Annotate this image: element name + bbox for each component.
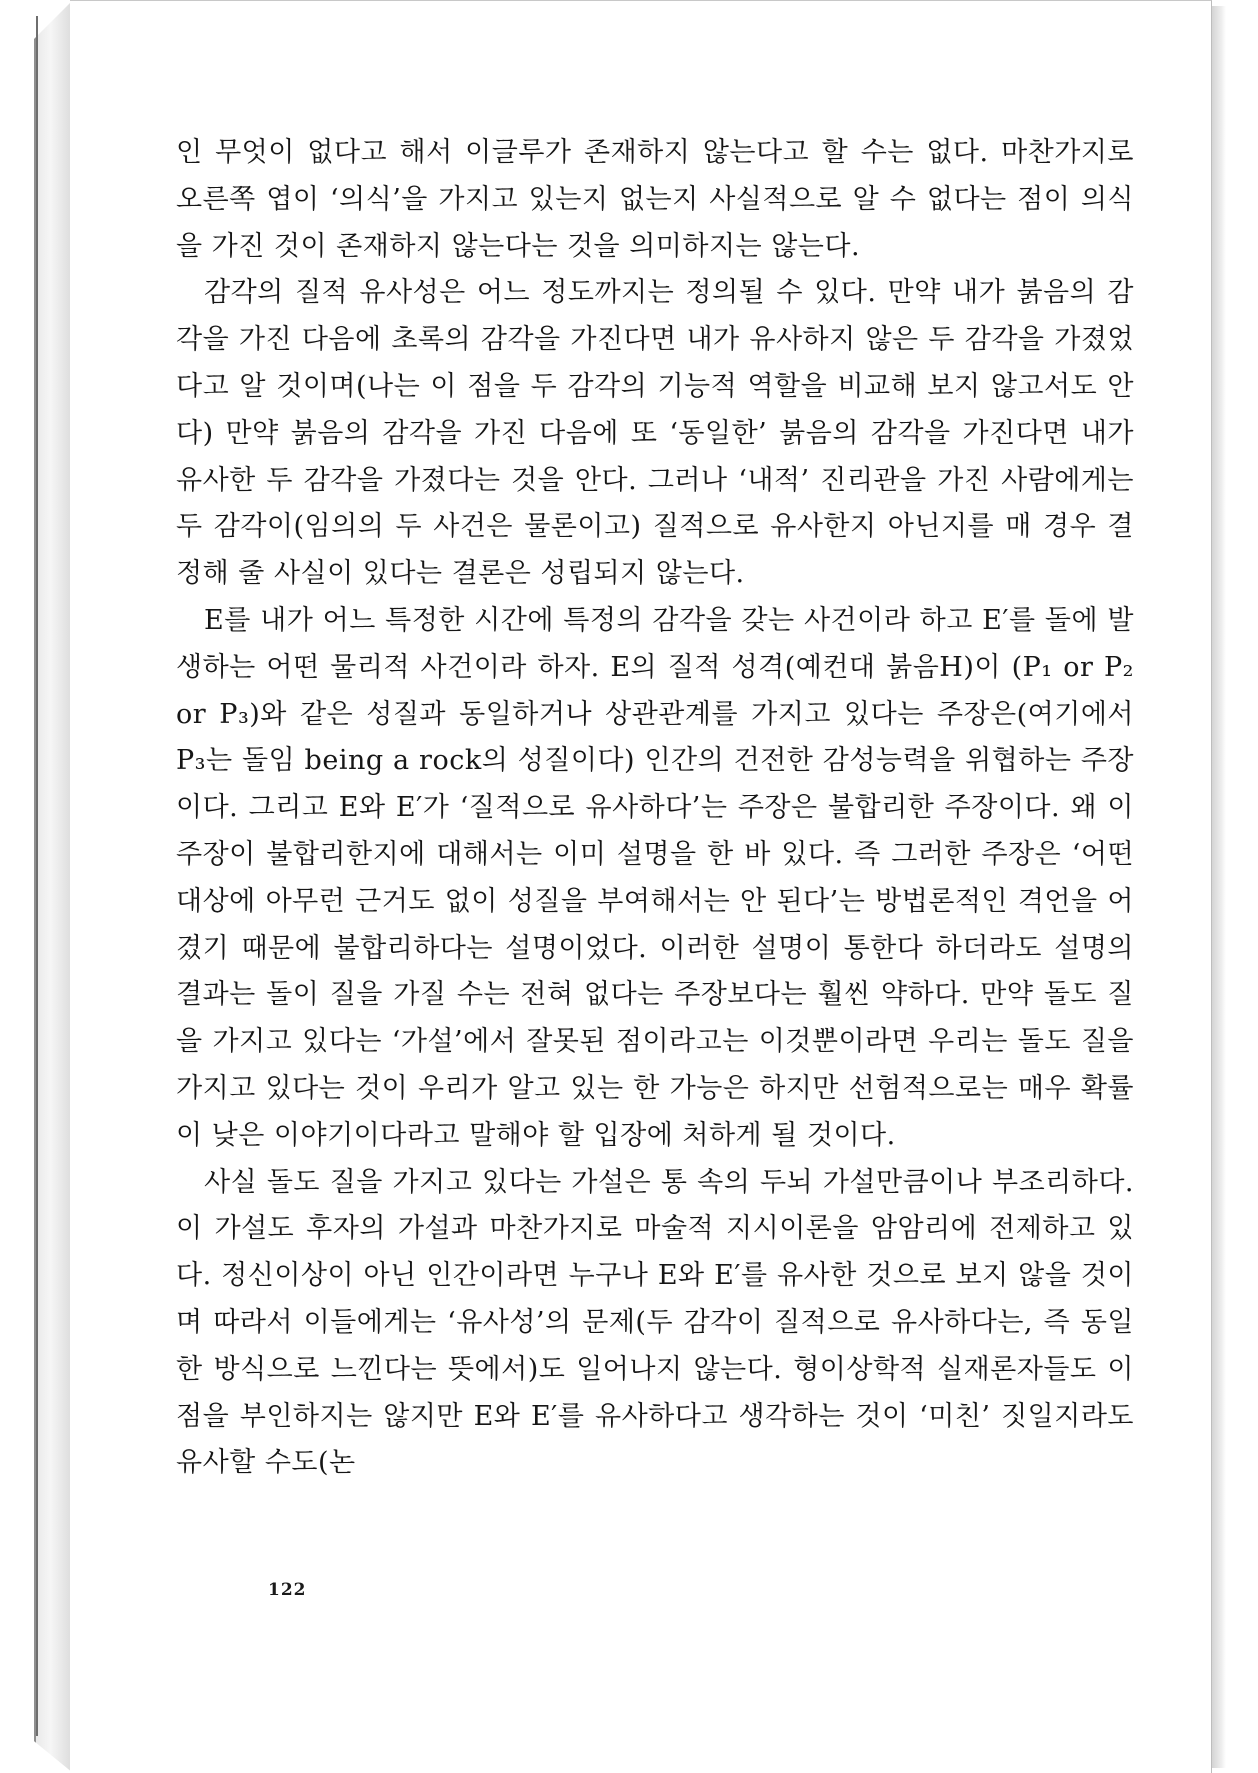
paragraph-2: 감각의 질적 유사성은 어느 정도까지는 정의될 수 있다. 만약 내가 붉음의 감각을 가진 다음에 초록의 감각을 가진다면 내가 유사하지 않은 두 감각을 가졌었다고 알 것이며(나는 이 점을 두 감각의 기능적 역할을 비교해 보지 않고서도 안다) 만약 붉음의 감각을 가진 다음에 또 ‘동일한’ 붉음의 감각을 가진다면 내가 유사한 두 감각을 가졌다는 것을 안다. 그러나 ‘내적’ 진리관을 가진 사람에게는 두 감각이(임의의 두 사건은 물론이고) 질적으로 유사한지 아닌지를 매 경우 결정해 줄 사실이 있다는 결론은 성립되지 않는다. xyxy=(176,277,1134,590)
page-shadow xyxy=(1212,6,1226,1768)
body-text xyxy=(176,130,1134,1487)
page-number: 122 xyxy=(268,1580,307,1600)
paragraph-1: 인 무엇이 없다고 해서 이글루가 존재하지 않는다고 할 수는 없다. 마찬가지로 오른쪽 엽이 ‘의식’을 가지고 있는지 없는지 사실적으로 알 수 없다는 점이 의식을 가진 것이 존재하지 않는다는 것을 의미하지는 않는다. xyxy=(176,137,1134,262)
paragraph-4: 사실 돌도 질을 가지고 있다는 가설은 통 속의 두뇌 가설만큼이나 부조리하다. 이 가설도 후자의 가설과 마찬가지로 마술적 지시이론을 암암리에 전제하고 있다. 정신이상이 아닌 인간이라면 누구나 E와 E′를 유사한 것으로 보지 않을 것이며 따라서 이들에게는 ‘유사성’의 문제(두 감각이 질적으로 유사하다는, 즉 동일한 방식으로 느낀다는 뜻에서)도 일어나지 않는다. 형이상학적 실재론자들도 이 점을 부인하지는 않지만 E와 E′를 유사하다고 생각하는 것이 ‘미친’ 짓일지라도 유사할 수도(논 xyxy=(176,1166,1134,1479)
book-spine xyxy=(34,0,73,1773)
spine-edge-line xyxy=(36,16,38,1736)
paragraph-3: E를 내가 어느 특정한 시간에 특정의 감각을 갖는 사건이라 하고 E′를 돌에 발생하는 어떤 물리적 사건이라 하자. E의 질적 성격(예컨대 붉음H)이 (P₁ or P₂ or P₃)와 같은 성질과 동일하거나 상관관계를 가지고 있다는 주장은(여기에서 P₃는 돌임 being a rock의 성질이다) 인간의 건전한 감성능력을 위협하는 주장이다. 그리고 E와 E′가 ‘질적으로 유사하다’는 주장은 불합리한 주장이다. 왜 이 주장이 불합리한지에 대해서는 이미 설명을 한 바 있다. 즉 그러한 주장은 ‘어떤 대상에 아무런 근거도 없이 성질을 부여해서는 안 된다’는 방법론적인 격언을 어겼기 때문에 불합리하다는 설명이었다. 이러한 설명이 통한다 하더라도 설명의 결과는 돌이 질을 가질 수는 전혀 없다는 주장보다는 훨씬 약하다. 만약 돌도 질을 가지고 있다는 ‘가설’에서 잘못된 점이라고는 이것뿐이라면 우리는 돌도 질을 가지고 있다는 것이 우리가 알고 있는 한 가능은 하지만 선험적으로는 매우 확률이 낮은 이야기이다라고 말해야 할 입장에 처하게 될 것이다. xyxy=(176,604,1134,1151)
